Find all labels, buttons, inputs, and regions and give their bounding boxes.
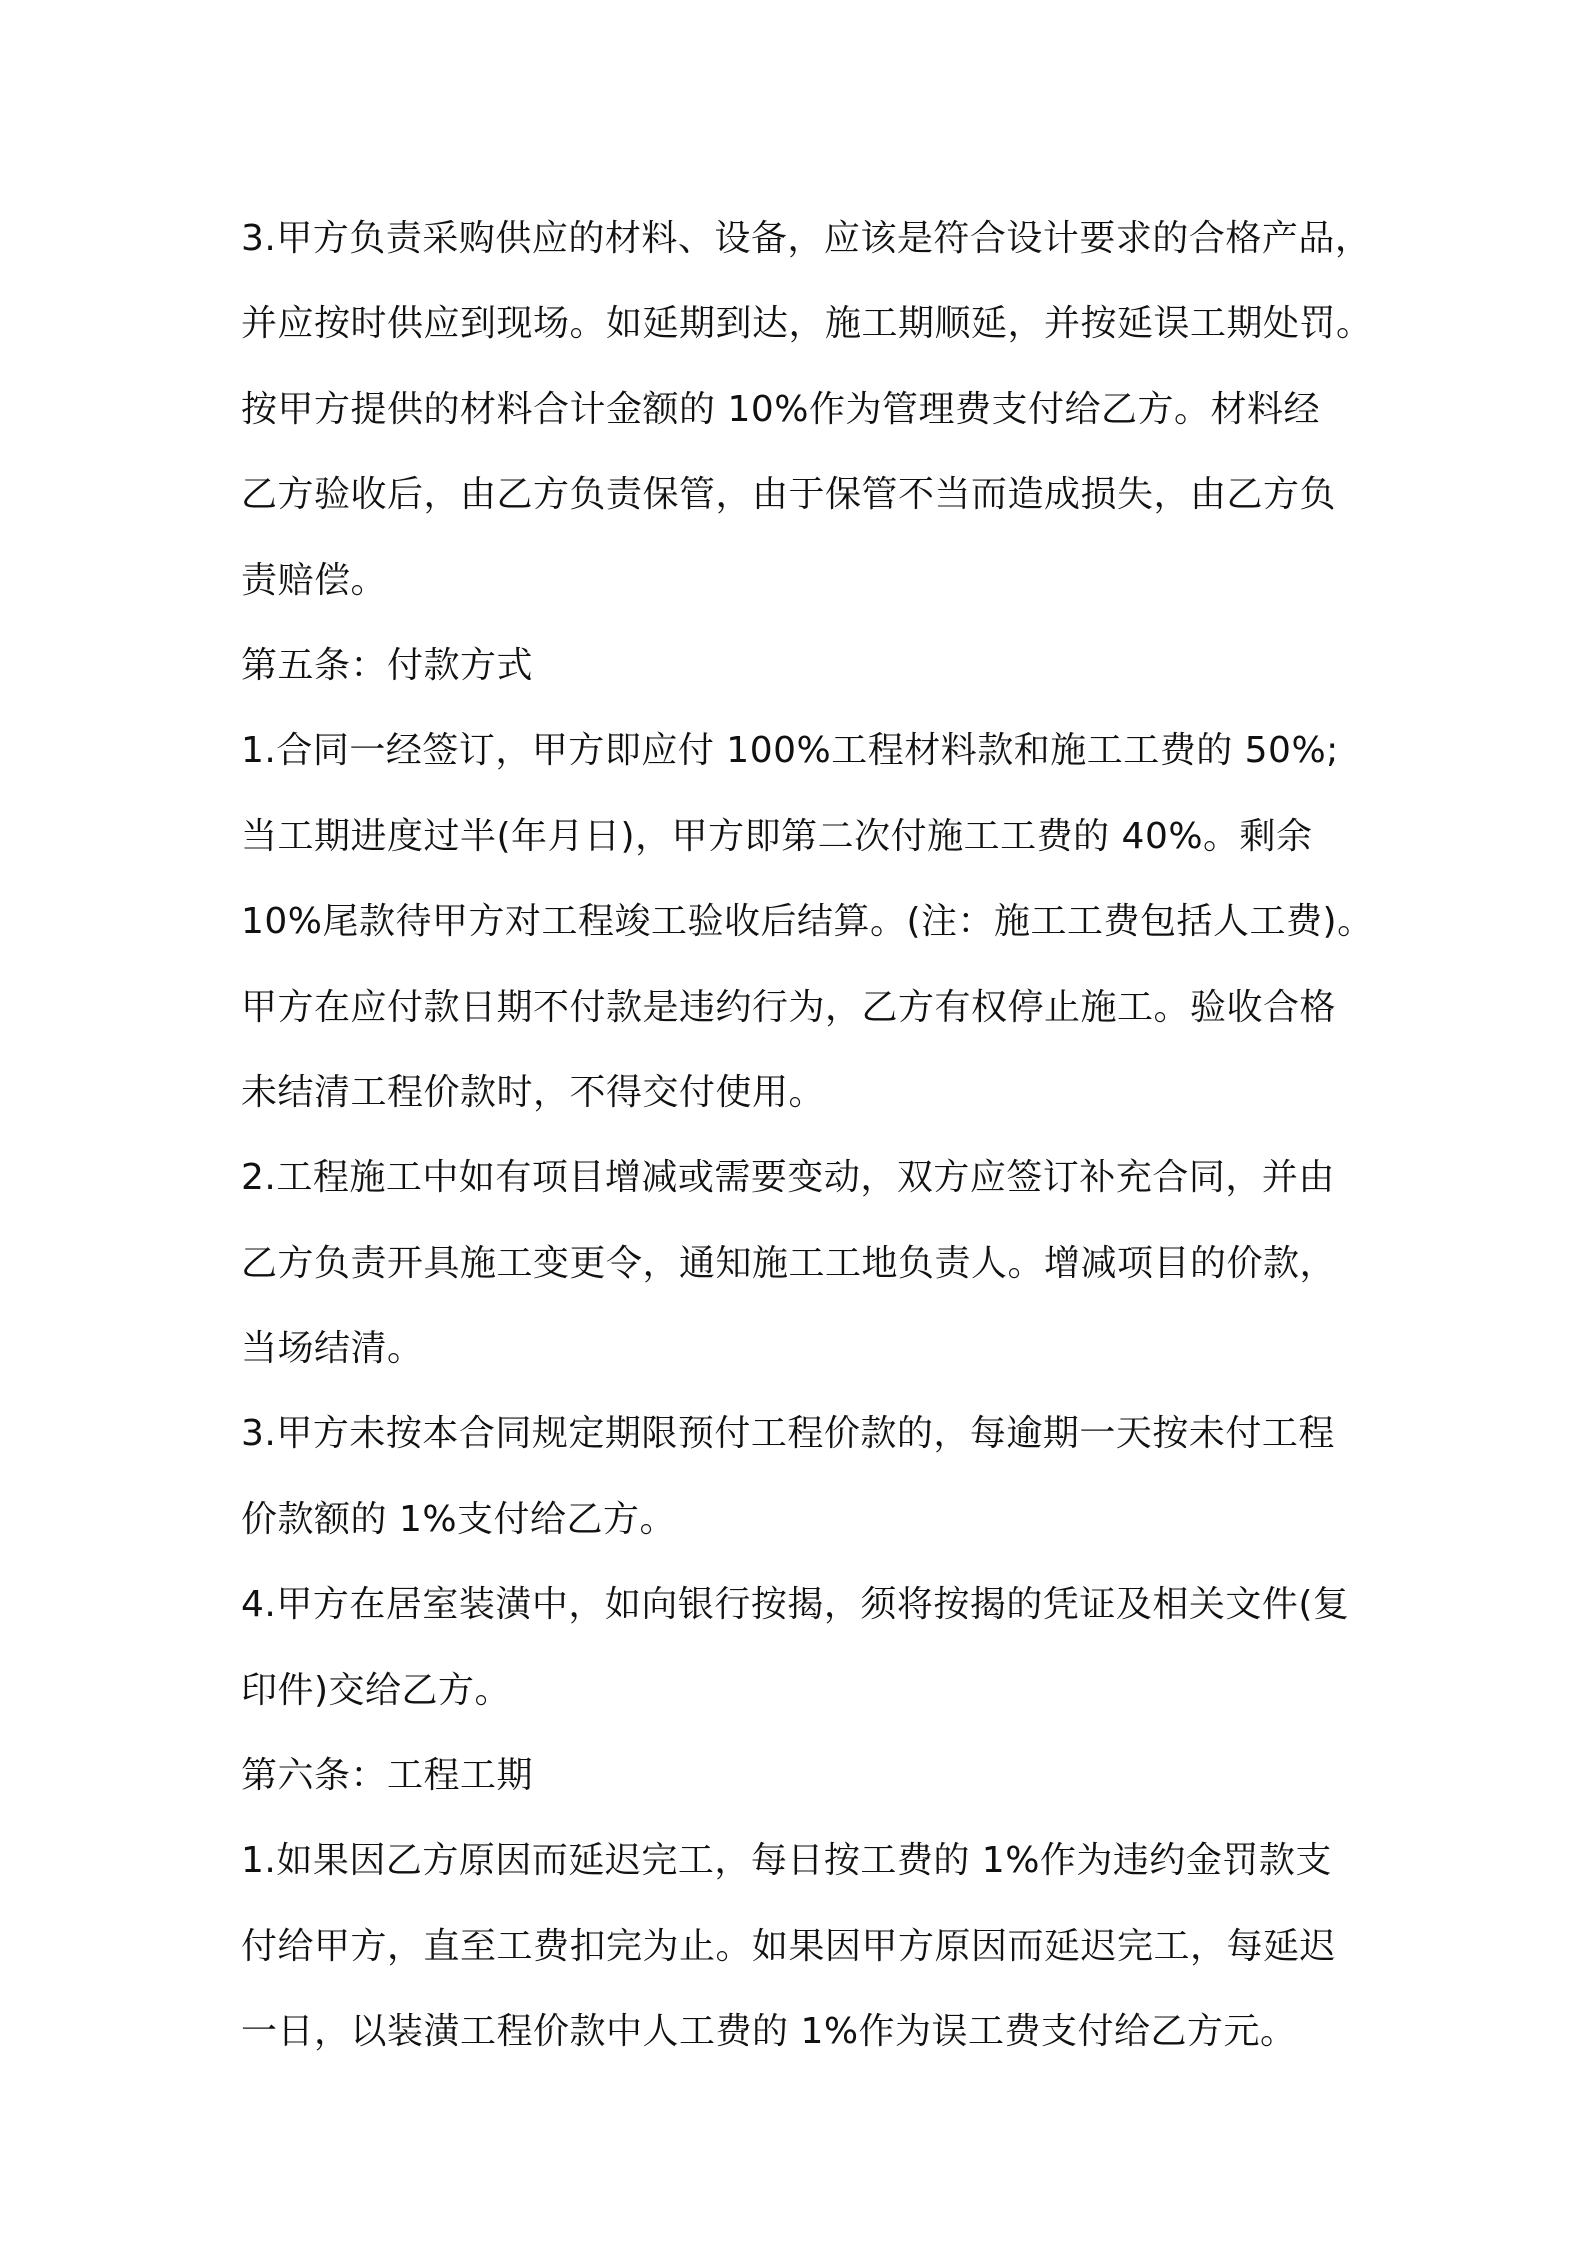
text-line: 10%尾款待甲方对工程竣工验收后结算。(注：施工工费包括人工费)。 [241, 901, 1374, 943]
text-line: 甲方在应付款日期不付款是违约行为，乙方有权停止施工。验收合格 [241, 986, 1337, 1028]
text-line: 责赔偿。 [241, 559, 388, 601]
text-line: 并应按时供应到现场。如延期到达，施工期顺延，并按延误工期处罚。 [241, 303, 1373, 345]
text-line: 未结清工程价款时，不得交付使用。 [241, 1071, 826, 1113]
text-line: 按甲方提供的材料合计金额的 10%作为管理费支付给乙方。材料经 [241, 388, 1320, 430]
text-line: 1.如果因乙方原因而延迟完工，每日按工费的 1%作为违约金罚款支 [241, 1840, 1332, 1882]
text-line: 印件)交给乙方。 [241, 1669, 512, 1711]
section-heading: 第五条：付款方式 [241, 644, 534, 686]
text-line: 价款额的 1%支付给乙方。 [241, 1498, 677, 1540]
text-line: 4.甲方在居室装潢中，如向银行按揭，须将按揭的凭证及相关文件(复 [241, 1584, 1350, 1626]
text-line: 一日，以装潢工程价款中人工费的 1%作为误工费支付给乙方元。 [241, 2011, 1297, 2053]
text-line: 1.合同一经签订，甲方即应付 100%工程材料款和施工工费的 50%; [241, 730, 1339, 772]
text-line: 2.工程施工中如有项目增减或需要变动，双方应签订补充合同，并由 [241, 1157, 1335, 1199]
text-line: 乙方负责开具施工变更令，通知施工工地负责人。增减项目的价款， [241, 1242, 1337, 1284]
text-line: 付给甲方，直至工费扣完为止。如果因甲方原因而延迟完工，每延迟 [241, 1925, 1337, 1967]
text-line: 当工期进度过半(年月日)，甲方即第二次付施工工费的 40%。剩余 [241, 815, 1313, 857]
document-body [241, 196, 1374, 2075]
text-line: 3.甲方未按本合同规定期限预付工程价款的，每逾期一天按未付工程 [241, 1413, 1335, 1455]
text-line: 3.甲方负责采购供应的材料、设备，应该是符合设计要求的合格产品， [241, 218, 1372, 259]
text-line: 乙方验收后，由乙方负责保管，由于保管不当而造成损失，由乙方负 [241, 474, 1337, 516]
text-line: 当场结清。 [241, 1328, 424, 1370]
section-heading: 第六条：工程工期 [241, 1755, 534, 1797]
